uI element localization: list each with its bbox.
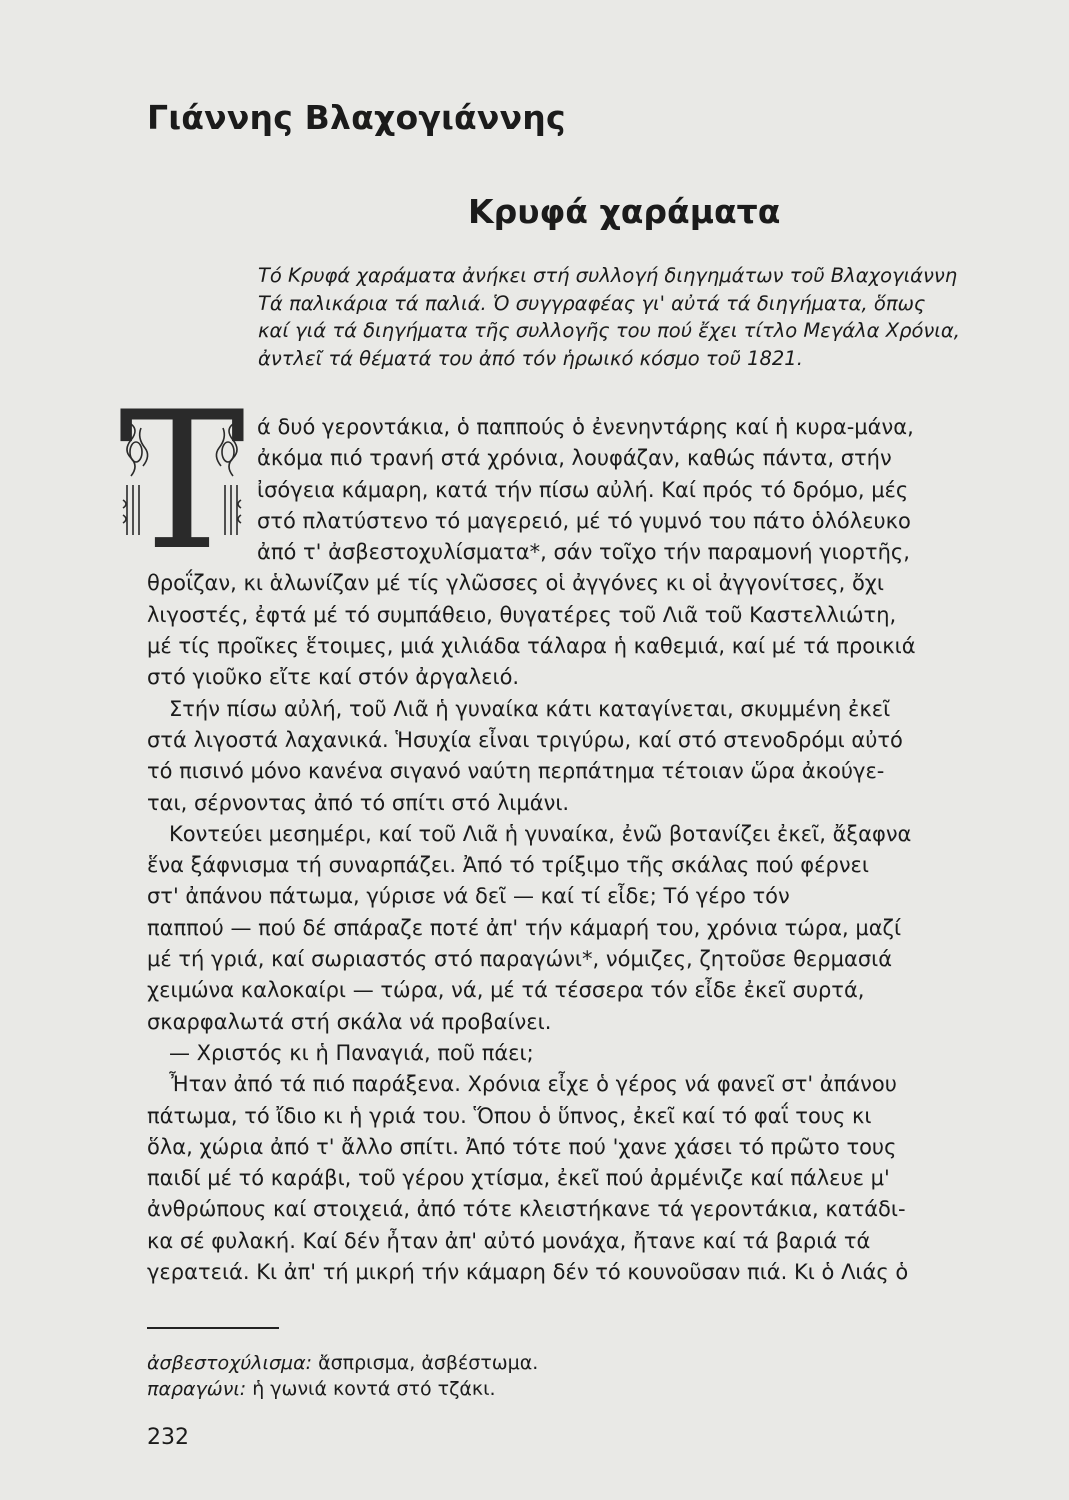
text-line: ὅλα, χώρια ἀπό τ' ἄλλο σπίτι. Ἀπό τότε πού 'χανε χάσει τό πρῶτο τους <box>147 1134 897 1159</box>
text-line: — Χριστός κι ἡ Παναγιά, ποῦ πάει; <box>169 1040 534 1065</box>
story-body <box>147 412 1020 1288</box>
text-line: ἀνθρώπους καί στοιχειά, ἀπό τότε κλειστήκανε τά γεροντάκια, κατάδι- <box>147 1197 906 1222</box>
text-line: ἕνα ξάφνισμα τή συναρπάζει. Ἀπό τό τρίξιμο τῆς σκάλας πού φέρνει <box>147 853 870 878</box>
intro-line: Τό Κρυφά χαράματα ἀνήκει στή συλλογή διηγημάτων τοῦ Βλαχογιάννη <box>258 264 958 287</box>
footnote-definition: ἡ γωνιά κοντά στό τζάκι. <box>252 1378 496 1400</box>
text-line: τό πισινό μόνο κανένα σιγανό ναύτη περπάτημα τέτοιαν ὥρα ἀκούγε- <box>147 759 885 784</box>
text-line: στό πλατύστενο τό μαγερειό, μέ τό γυμνό του πάτο ὁλόλευκο <box>257 508 911 533</box>
text-line: Κοντεύει μεσημέρι, καί τοῦ Λιᾶ ἡ γυναίκα, ἐνῶ βοτανίζει ἐκεῖ, ἄξαφνα <box>169 821 912 846</box>
author-name: Γιάννης Βλαχογιάννης <box>147 98 566 137</box>
dropcap-letter: T <box>118 400 246 550</box>
story-title: Κρυφά χαράματα <box>468 192 781 231</box>
footnote <box>147 1350 538 1376</box>
text-line: γερατειά. Κι ἀπ' τή μικρή τήν κάμαρη δέν τό κουνοῦσαν πιά. Κι ὁ Λιάς ὁ <box>147 1260 909 1285</box>
text-line: παιδί μέ τό καράβι, τοῦ γέρου χτίσμα, ἐκεῖ πού ἀρμένιζε καί πάλευε μ' <box>147 1166 890 1191</box>
text-line: ται, σέρνοντας ἀπό τό σπίτι στό λιμάνι. <box>147 790 570 815</box>
text-line: ἀκόμα πιό τρανή στά χρόνια, λουφάζαν, καθώς πάντα, στήν <box>257 446 892 471</box>
text-line: χειμώνα καλοκαίρι — τώρα, νά, μέ τά τέσσερα τόν εἶδε ἐκεῖ συρτά, <box>147 978 865 1003</box>
text-line: στά λιγοστά λαχανικά. Ἡσυχία εἶναι τριγύρω, καί στό στενοδρόμι αὐτό <box>147 727 903 752</box>
text-line: στό γιοῦκο εἴτε καί στόν ἀργαλειό. <box>147 665 520 690</box>
footnotes <box>147 1350 538 1402</box>
text-line: ἀπό τ' ἀσβεστοχυλίσματα*, σάν τοῖχο τήν παραμονή γιορτῆς, <box>257 540 910 565</box>
text-line: στ' ἀπάνου πάτωμα, γύρισε νά δεῖ — καί τί εἶδε; Τό γέρο τόν <box>147 884 790 909</box>
footnote-divider <box>147 1327 279 1329</box>
text-line: λιγοστές, ἐφτά μέ τό συμπάθειο, θυγατέρες τοῦ Λιᾶ τοῦ Καστελλιώτη, <box>147 602 897 627</box>
footnote <box>147 1376 538 1402</box>
text-line: πάτωμα, τό ἴδιο κι ἡ γριά του. Ὅπου ὁ ὕπνος, ἐκεῖ καί τό φαΐ τους κι <box>147 1103 872 1128</box>
text-line: Στήν πίσω αὐλή, τοῦ Λιᾶ ἡ γυναίκα κάτι καταγίνεται, σκυμμένη ἐκεῖ <box>169 696 891 721</box>
text-line: μέ τίς προῖκες ἕτοιμες, μιά χιλιάδα τάλαρα ἡ καθεμιά, καί μέ τά προικιά <box>147 634 916 659</box>
text-line: ά δυό γεροντάκια, ὁ παππούς ὁ ἐνενηντάρης καί ἡ κυρα-μάνα, <box>257 415 914 439</box>
intro-line: Τά παλικάρια τά παλιά. Ὁ συγγραφέας γι' αὐτά τά διηγήματα, ὅπως <box>258 291 926 315</box>
text-line: ἰσόγεια κάμαρη, κατά τήν πίσω αὐλή. Καί πρός τό δρόμο, μές <box>257 477 909 502</box>
footnote-term: ἀσβεστοχύλισμα: <box>147 1352 313 1374</box>
text-line: σκαρφαλωτά στή σκάλα νά προβαίνει. <box>147 1009 552 1034</box>
text-line: μέ τή γριά, καί σωριαστός στό παραγώνι*, νόμιζες, ζητοῦσε θερμασιά <box>147 947 893 972</box>
intro-line: καί γιά τά διηγήματα τῆς συλλογῆς του πού ἔχει τίτλο Μεγάλα Χρόνια, <box>258 319 960 342</box>
text-line: Ἦταν ἀπό τά πιό παράξενα. Χρόνια εἶχε ὁ γέρος νά φανεῖ στ' ἀπάνου <box>169 1072 897 1097</box>
text-line: κα σέ φυλακή. Καί δέν ἦταν ἀπ' αὐτό μονάχα, ἤτανε καί τά βαριά τά <box>147 1228 871 1253</box>
page-number: 232 <box>147 1425 189 1450</box>
footnote-term: παραγώνι: <box>147 1378 247 1400</box>
text-line: παππού — πού δέ σπάραζε ποτέ ἀπ' τήν κάμαρή του, χρόνια τώρα, μαζί <box>147 915 902 940</box>
text-line: θροΐζαν, κι ἁλωνίζαν μέ τίς γλῶσσες οἱ ἀγγόνες κι οἱ ἀγγονίτσες, ὄχι <box>147 571 885 596</box>
footnote-definition: ἄσπρισμα, ἀσβέστωμα. <box>318 1352 539 1374</box>
intro-line: ἀντλεῖ τά θέματά του ἀπό τόν ἡρωικό κόσμο τοῦ 1821. <box>258 346 803 370</box>
intro-paragraph <box>258 262 1018 372</box>
